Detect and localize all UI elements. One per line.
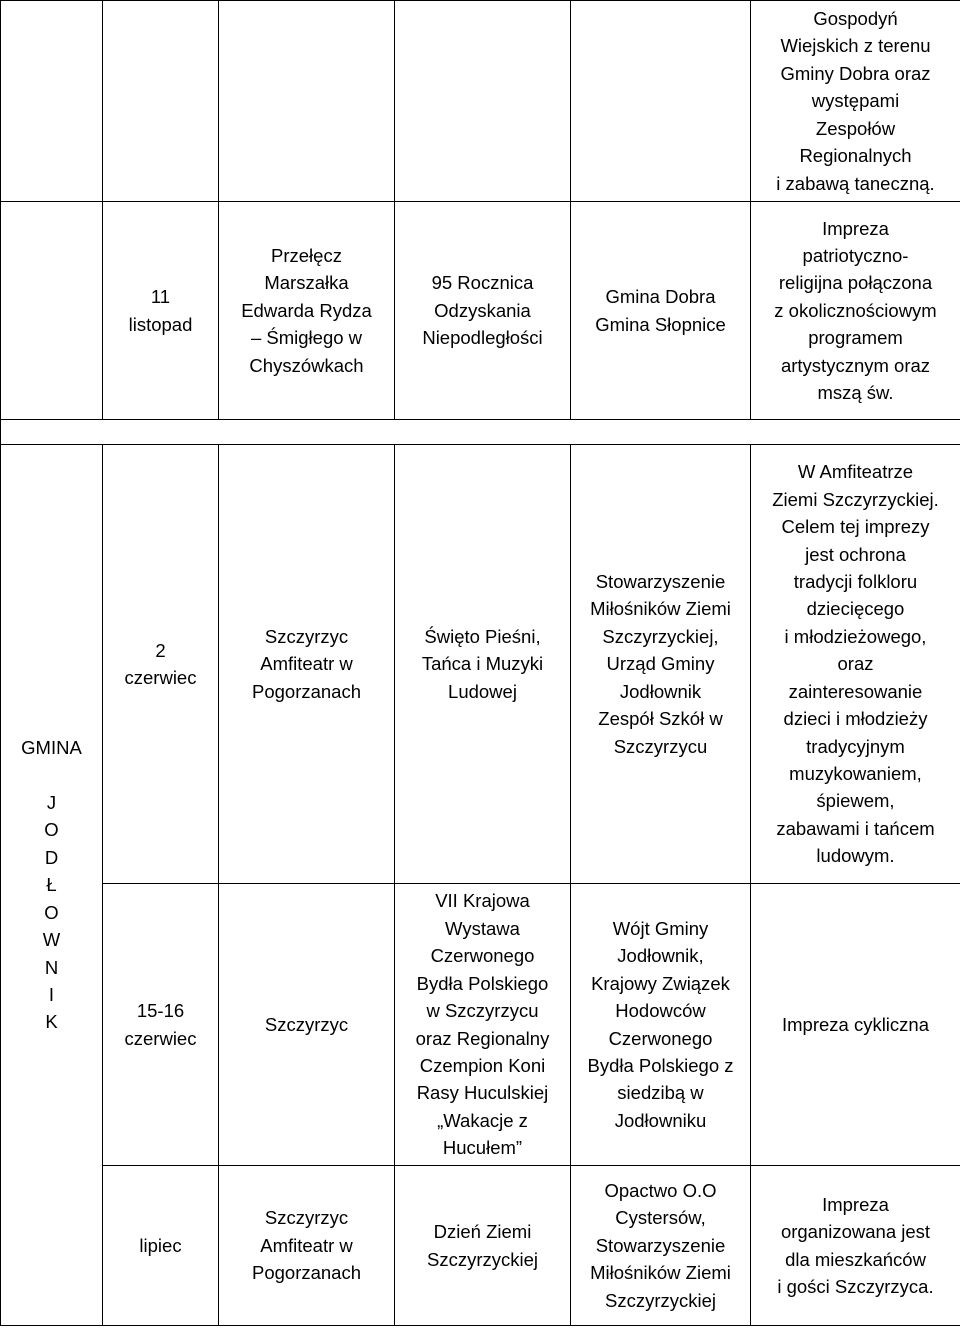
description-cell: Gospodyń Wiejskich z terenu Gminy Dobra oraz występami Zespołów Regionalnych i zabawą taneczną. <box>751 1 960 202</box>
date-cell: lipiec <box>103 1166 219 1326</box>
table-row <box>1 884 960 1166</box>
description-cell: Impreza cykliczna <box>751 884 960 1166</box>
event-cell: Dzień Ziemi Szczyrzyckiej <box>395 1166 571 1326</box>
date-cell: 15-16 czerwiec <box>103 884 219 1166</box>
description-cell: W Amfiteatrze Ziemi Szczyrzyckiej. Celem tej imprezy jest ochrona tradycji folkloru dziecięcego i młodzieżowego, oraz zainteresowanie dzieci i młodzieży tradycyjnym muzykowaniem, śpiewem, zabawami i tańcem ludowym. <box>751 445 960 884</box>
description-cell: Impreza organizowana jest dla mieszkańców i gości Szczyrzyca. <box>751 1166 960 1326</box>
organizer-cell: Opactwo O.O Cystersów, Stowarzyszenie Miłośników Ziemi Szczyrzyckiej <box>571 1166 751 1326</box>
table-row <box>1 1 960 202</box>
date-cell: 11 listopad <box>103 202 219 420</box>
date-cell: 2 czerwiec <box>103 445 219 884</box>
organizer-cell: Wójt Gminy Jodłownik, Krajowy Związek Hodowców Czerwonego Bydła Polskiego z siedzibą w Jodłowniku <box>571 884 751 1166</box>
place-cell: Szczyrzyc Amfiteatr w Pogorzanach <box>219 1166 395 1326</box>
organizer-cell: Gmina Dobra Gmina Słopnice <box>571 202 751 420</box>
organizer-cell <box>571 1 751 202</box>
place-cell: Szczyrzyc <box>219 884 395 1166</box>
place-cell: Przełęcz Marszałka Edwarda Rydza – Śmigłego w Chyszówkach <box>219 202 395 420</box>
spacer-cell <box>1 420 960 445</box>
table-row <box>1 445 960 884</box>
spacer-row <box>1 420 960 445</box>
description-cell: Impreza patriotyczno- religijna połączona z okolicznościowym programem artystycznym oraz mszą św. <box>751 202 960 420</box>
empty-cell <box>1 1 103 202</box>
event-cell: VII Krajowa Wystawa Czerwonego Bydła Polskiego w Szczyrzycu oraz Regionalny Czempion Koni Rasy Huculskiej „Wakacje z Hucułem” <box>395 884 571 1166</box>
gmina-jodlownik-label: GMINA J O D Ł O W N I K <box>1 445 103 1326</box>
place-cell: Szczyrzyc Amfiteatr w Pogorzanach <box>219 445 395 884</box>
place-cell <box>219 1 395 202</box>
table-row <box>1 1166 960 1326</box>
event-cell: Święto Pieśni, Tańca i Muzyki Ludowej <box>395 445 571 884</box>
table-row <box>1 202 960 420</box>
empty-cell <box>1 202 103 420</box>
date-cell <box>103 1 219 202</box>
event-cell <box>395 1 571 202</box>
event-cell: 95 Rocznica Odzyskania Niepodległości <box>395 202 571 420</box>
organizer-cell: Stowarzyszenie Miłośników Ziemi Szczyrzyckiej, Urząd Gminy Jodłownik Zespół Szkół w Szczyrzycu <box>571 445 751 884</box>
